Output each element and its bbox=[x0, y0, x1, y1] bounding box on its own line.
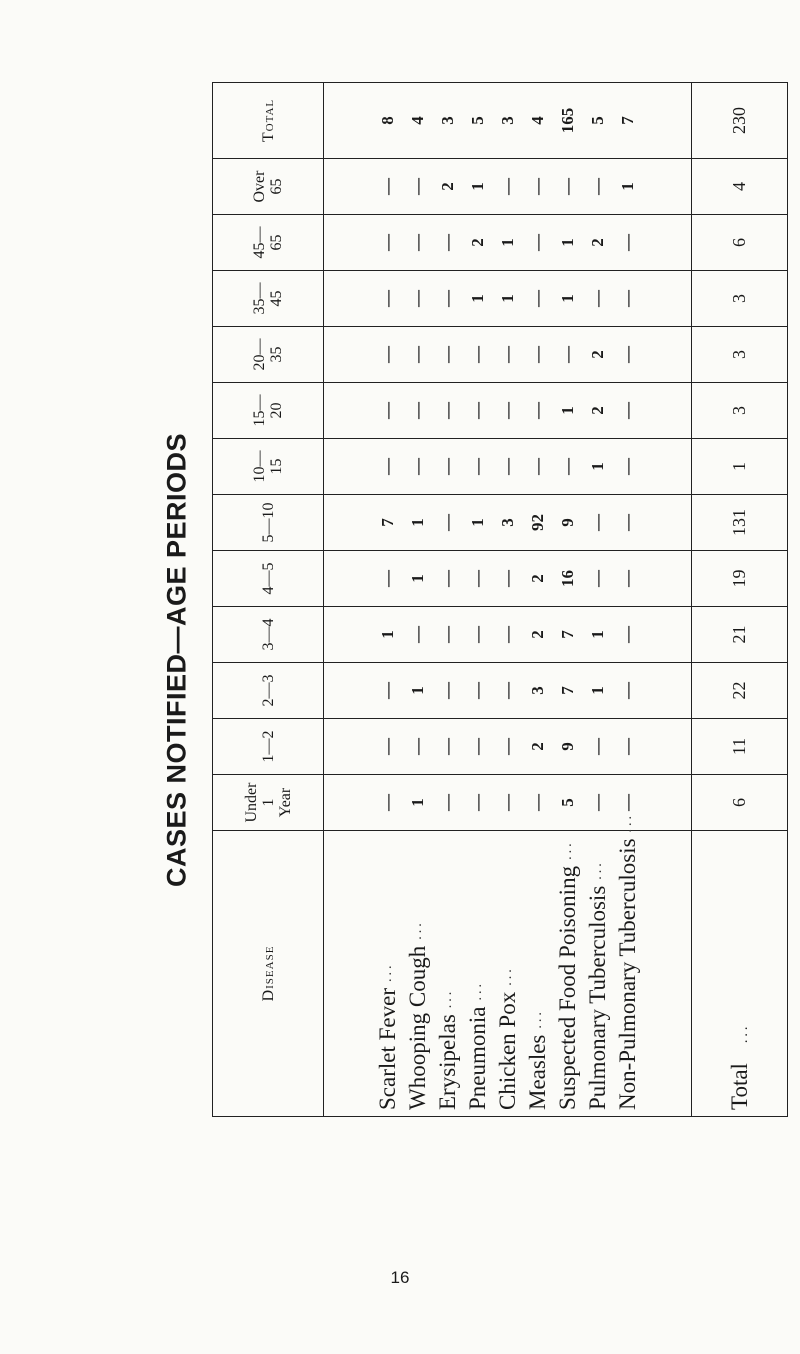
age-column-cell bbox=[324, 327, 692, 383]
count-cell: — bbox=[497, 570, 517, 587]
header-text: 45— bbox=[251, 226, 268, 259]
count-cell: — bbox=[407, 178, 427, 195]
count-cell: 1 bbox=[377, 630, 397, 639]
count-cell: — bbox=[437, 458, 457, 475]
disease-row bbox=[613, 812, 643, 1110]
header-age-over-65 bbox=[213, 159, 324, 215]
count-cell: 9 bbox=[557, 742, 577, 751]
age-column-values bbox=[373, 775, 643, 830]
header-text: Over bbox=[251, 170, 268, 203]
age-column-cell bbox=[324, 495, 692, 551]
header-text: 65 bbox=[268, 234, 285, 251]
header-age-45-65 bbox=[213, 215, 324, 271]
age-column-cell bbox=[324, 215, 692, 271]
count-cell: 1 bbox=[587, 630, 607, 639]
header-text: 2—3 bbox=[259, 674, 277, 707]
count-cell: — bbox=[377, 178, 397, 195]
count-cell: — bbox=[527, 290, 547, 307]
disease-row bbox=[463, 831, 493, 1110]
total-cell: 22 bbox=[692, 663, 788, 719]
age-column-values bbox=[373, 159, 643, 214]
disease-name: Pneumonia bbox=[464, 1006, 490, 1110]
header-age-10-15 bbox=[213, 439, 324, 495]
count-cell: 1 bbox=[497, 294, 517, 303]
age-column-cell bbox=[324, 607, 692, 663]
row-total-cell: 7 bbox=[617, 116, 637, 125]
total-cell: 6 bbox=[692, 215, 788, 271]
total-cell: 6 bbox=[692, 775, 788, 831]
totals-row bbox=[692, 83, 788, 1117]
count-cell: 2 bbox=[587, 406, 607, 415]
header-age-5-10 bbox=[213, 495, 324, 551]
total-cell: 19 bbox=[692, 551, 788, 607]
count-cell: — bbox=[407, 290, 427, 307]
page-number: 16 bbox=[390, 1268, 410, 1287]
header-age-15-20 bbox=[213, 383, 324, 439]
count-cell: — bbox=[527, 178, 547, 195]
header-disease: Disease bbox=[213, 831, 324, 1117]
count-cell: — bbox=[437, 234, 457, 251]
count-cell: — bbox=[407, 346, 427, 363]
total-cell: 4 bbox=[692, 159, 788, 215]
count-cell: — bbox=[407, 738, 427, 755]
leader-dots: ... bbox=[559, 840, 575, 860]
header-text: 20 bbox=[268, 402, 285, 419]
count-cell: 2 bbox=[437, 182, 457, 191]
count-cell: 2 bbox=[527, 630, 547, 639]
count-cell: — bbox=[587, 738, 607, 755]
header-age-35-45 bbox=[213, 271, 324, 327]
leader-dots: ... bbox=[409, 920, 425, 940]
header-text: Under bbox=[242, 782, 260, 823]
header-text: 3—4 bbox=[259, 618, 277, 651]
count-cell: — bbox=[437, 402, 457, 419]
header-text: 15— bbox=[251, 394, 268, 427]
disease-name: Erysipelas bbox=[434, 1014, 460, 1110]
row-total-cell: 3 bbox=[497, 116, 517, 125]
count-cell: 2 bbox=[527, 574, 547, 583]
leader-dots: ... bbox=[529, 1009, 545, 1029]
count-cell: — bbox=[437, 626, 457, 643]
disease-name: Chicken Pox bbox=[494, 991, 520, 1110]
count-cell: — bbox=[437, 794, 457, 811]
count-cell: — bbox=[587, 570, 607, 587]
row-total-cell: 3 bbox=[437, 116, 457, 125]
leader-dots: ... bbox=[499, 966, 515, 986]
count-cell: — bbox=[527, 234, 547, 251]
disease-list bbox=[373, 812, 643, 1110]
count-cell: 7 bbox=[557, 630, 577, 639]
count-cell: — bbox=[497, 402, 517, 419]
total-cell: 1 bbox=[692, 439, 788, 495]
count-cell: 1 bbox=[617, 182, 637, 191]
count-cell: 3 bbox=[527, 686, 547, 695]
count-cell: 2 bbox=[527, 742, 547, 751]
age-column-values bbox=[373, 551, 643, 606]
count-cell: — bbox=[437, 514, 457, 531]
age-column-cell bbox=[324, 383, 692, 439]
count-cell: — bbox=[617, 346, 637, 363]
disease-row bbox=[583, 831, 613, 1110]
disease-name: Whooping Cough bbox=[404, 945, 430, 1110]
header-age-20-35 bbox=[213, 327, 324, 383]
count-cell: — bbox=[587, 290, 607, 307]
header-total: Total bbox=[213, 83, 324, 159]
count-cell: — bbox=[467, 738, 487, 755]
grand-total-cell: 230 bbox=[692, 83, 788, 159]
count-cell: — bbox=[377, 682, 397, 699]
count-cell: — bbox=[617, 514, 637, 531]
total-cell: 3 bbox=[692, 383, 788, 439]
total-cell: 131 bbox=[692, 495, 788, 551]
count-cell: — bbox=[407, 626, 427, 643]
count-cell: — bbox=[617, 458, 637, 475]
disease-row bbox=[373, 831, 403, 1110]
count-cell: — bbox=[617, 290, 637, 307]
count-cell: — bbox=[467, 402, 487, 419]
count-cell: — bbox=[437, 682, 457, 699]
count-cell: — bbox=[467, 570, 487, 587]
leader-dots: ... bbox=[379, 962, 395, 983]
disease-row bbox=[403, 831, 433, 1110]
leader-dots: ... bbox=[589, 860, 605, 880]
count-cell: 16 bbox=[557, 570, 577, 587]
age-column-values bbox=[373, 383, 643, 438]
leader-dots: ... bbox=[469, 981, 485, 1001]
row-total-cell: 4 bbox=[407, 116, 427, 125]
count-cell: — bbox=[587, 178, 607, 195]
header-text: 10— bbox=[251, 450, 268, 483]
header-age-4-5 bbox=[213, 551, 324, 607]
count-cell: — bbox=[467, 626, 487, 643]
count-cell: — bbox=[617, 682, 637, 699]
count-cell: — bbox=[467, 682, 487, 699]
disease-name: Non-Pulmonary Tuberculosis bbox=[614, 838, 640, 1110]
count-cell: 2 bbox=[467, 238, 487, 247]
count-cell: — bbox=[617, 234, 637, 251]
count-cell: — bbox=[617, 570, 637, 587]
totals-label-cell bbox=[692, 831, 788, 1117]
header-text: 35 bbox=[268, 346, 285, 363]
count-cell: 1 bbox=[467, 294, 487, 303]
disease-list-cell bbox=[324, 812, 692, 1117]
count-cell: — bbox=[527, 346, 547, 363]
header-age-1-2 bbox=[213, 719, 324, 775]
header-text: 65 bbox=[268, 178, 285, 195]
page-title: CASES NOTIFIED—AGE PERIODS bbox=[161, 432, 192, 888]
count-cell: — bbox=[407, 402, 427, 419]
header-text: 20— bbox=[251, 338, 268, 371]
count-cell: — bbox=[527, 794, 547, 811]
leader-dots: ... bbox=[439, 988, 455, 1009]
count-cell: — bbox=[497, 682, 517, 699]
count-cell: — bbox=[467, 794, 487, 811]
header-text: 35— bbox=[251, 282, 268, 315]
row-total-cell: 8 bbox=[377, 116, 397, 125]
count-cell: 7 bbox=[377, 518, 397, 527]
count-cell: — bbox=[557, 178, 577, 195]
age-column-cell bbox=[324, 439, 692, 495]
total-column-values bbox=[373, 83, 643, 158]
count-cell: — bbox=[437, 570, 457, 587]
count-cell: — bbox=[377, 794, 397, 811]
count-cell: 2 bbox=[587, 238, 607, 247]
count-cell: — bbox=[557, 458, 577, 475]
count-cell: 1 bbox=[587, 686, 607, 695]
count-cell: — bbox=[467, 346, 487, 363]
disease-name: Suspected Food Poisoning bbox=[554, 865, 580, 1110]
header-text: Year bbox=[276, 787, 294, 818]
age-column-values bbox=[373, 215, 643, 270]
count-cell: — bbox=[437, 738, 457, 755]
age-column-values bbox=[373, 607, 643, 662]
count-cell: 1 bbox=[407, 518, 427, 527]
header-text: 1 bbox=[259, 798, 277, 807]
header-text: 15 bbox=[268, 458, 285, 475]
total-cell: 3 bbox=[692, 271, 788, 327]
count-cell: 1 bbox=[557, 294, 577, 303]
header-text: 1—2 bbox=[259, 730, 277, 763]
count-cell: — bbox=[497, 738, 517, 755]
count-cell: — bbox=[587, 514, 607, 531]
count-cell: — bbox=[437, 346, 457, 363]
count-cell: 92 bbox=[527, 514, 547, 531]
count-cell: — bbox=[377, 290, 397, 307]
count-cell: — bbox=[407, 458, 427, 475]
count-cell: — bbox=[527, 458, 547, 475]
row-total-cell: 5 bbox=[467, 116, 487, 125]
total-cell: 3 bbox=[692, 327, 788, 383]
age-column-cell bbox=[324, 775, 692, 831]
count-cell: 1 bbox=[557, 406, 577, 415]
count-cell: 1 bbox=[557, 238, 577, 247]
count-cell: — bbox=[617, 402, 637, 419]
count-cell: — bbox=[617, 738, 637, 755]
count-cell: — bbox=[437, 290, 457, 307]
leader-dots: ... bbox=[735, 1023, 751, 1044]
header-text: 45 bbox=[268, 290, 285, 307]
header-age-2-3 bbox=[213, 663, 324, 719]
totals-label: Total bbox=[726, 1063, 752, 1110]
count-cell: 1 bbox=[407, 574, 427, 583]
count-cell: — bbox=[497, 626, 517, 643]
count-cell: — bbox=[557, 346, 577, 363]
header-text: 5—10 bbox=[259, 502, 277, 543]
count-cell: — bbox=[497, 458, 517, 475]
count-cell: — bbox=[467, 458, 487, 475]
age-periods-table bbox=[212, 82, 788, 1117]
disease-row bbox=[433, 831, 463, 1110]
count-cell: — bbox=[497, 178, 517, 195]
age-column-cell bbox=[324, 663, 692, 719]
count-cell: 1 bbox=[467, 518, 487, 527]
total-cell: 21 bbox=[692, 607, 788, 663]
age-column-values bbox=[373, 495, 643, 550]
body-row bbox=[324, 83, 692, 1117]
row-total-cell: 5 bbox=[587, 116, 607, 125]
age-column-values bbox=[373, 271, 643, 326]
count-cell: 7 bbox=[557, 686, 577, 695]
disease-row bbox=[553, 831, 583, 1110]
count-cell: 2 bbox=[587, 350, 607, 359]
disease-name: Scarlet Fever bbox=[374, 988, 400, 1110]
count-cell: 5 bbox=[557, 798, 577, 807]
leader-dots: ... bbox=[619, 812, 635, 833]
age-column-cell bbox=[324, 551, 692, 607]
age-column-values bbox=[373, 439, 643, 494]
disease-row bbox=[523, 831, 553, 1110]
age-column-cell bbox=[324, 159, 692, 215]
count-cell: — bbox=[617, 794, 637, 811]
disease-row bbox=[493, 831, 523, 1110]
count-cell: — bbox=[497, 346, 517, 363]
header-text: 4—5 bbox=[259, 562, 277, 595]
count-cell: — bbox=[497, 794, 517, 811]
row-total-cell: 4 bbox=[527, 116, 547, 125]
age-column-values bbox=[373, 327, 643, 382]
age-column-values bbox=[373, 663, 643, 718]
count-cell: — bbox=[587, 794, 607, 811]
count-cell: — bbox=[377, 458, 397, 475]
count-cell: — bbox=[377, 738, 397, 755]
age-column-values bbox=[373, 719, 643, 774]
count-cell: 1 bbox=[407, 798, 427, 807]
count-cell: 1 bbox=[587, 462, 607, 471]
cases-table bbox=[212, 84, 788, 1117]
total-cell: 11 bbox=[692, 719, 788, 775]
header-age-under-1 bbox=[213, 775, 324, 831]
disease-name: Pulmonary Tuberculosis bbox=[584, 885, 610, 1110]
header-row bbox=[213, 83, 324, 1117]
count-cell: — bbox=[377, 234, 397, 251]
count-cell: — bbox=[377, 402, 397, 419]
count-cell: 9 bbox=[557, 518, 577, 527]
age-column-cell bbox=[324, 719, 692, 775]
count-cell: — bbox=[527, 402, 547, 419]
count-cell: 1 bbox=[497, 238, 517, 247]
total-column-cell bbox=[324, 83, 692, 159]
count-cell: — bbox=[377, 346, 397, 363]
count-cell: — bbox=[617, 626, 637, 643]
header-age-3-4 bbox=[213, 607, 324, 663]
row-total-cell: 165 bbox=[557, 107, 577, 134]
disease-name: Measles bbox=[524, 1034, 550, 1110]
age-column-cell bbox=[324, 271, 692, 327]
count-cell: 1 bbox=[467, 182, 487, 191]
count-cell: 3 bbox=[497, 518, 517, 527]
count-cell: — bbox=[407, 234, 427, 251]
count-cell: — bbox=[377, 570, 397, 587]
count-cell: 1 bbox=[407, 686, 427, 695]
